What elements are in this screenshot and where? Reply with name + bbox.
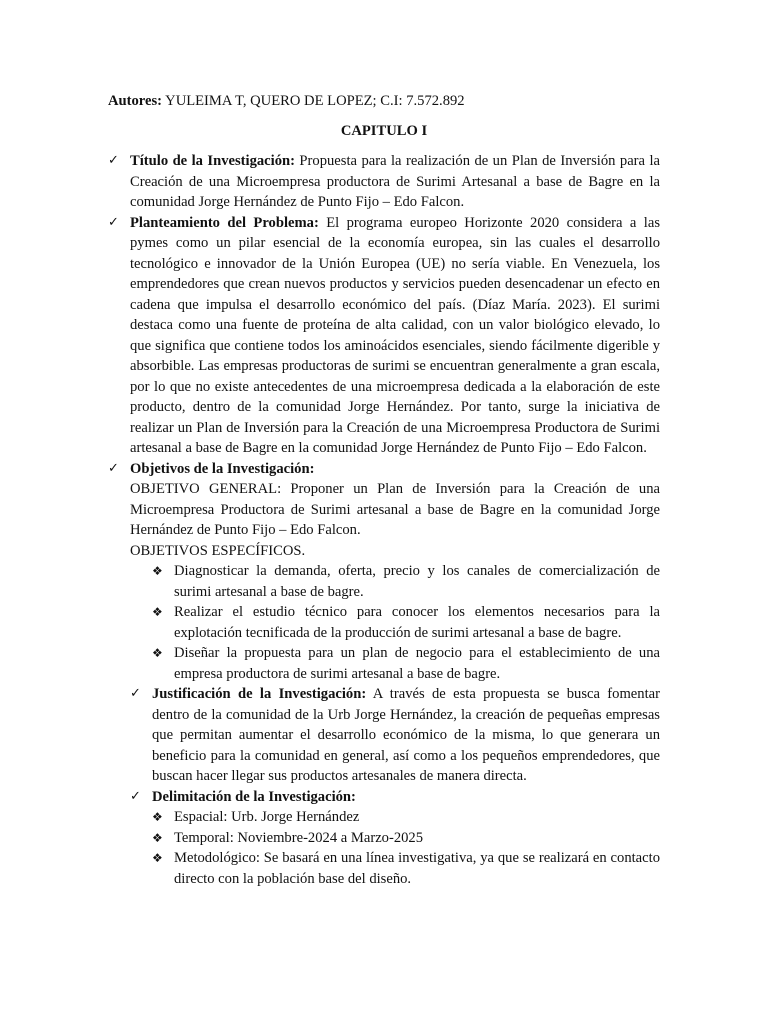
authors-value: YULEIMA T, QUERO DE LOPEZ; C.I: 7.572.892 <box>162 93 465 109</box>
check-icon: ✓ <box>130 788 141 804</box>
objetivos-label: Objetivos de la Investigación: <box>130 460 315 477</box>
check-icon: ✓ <box>130 686 141 701</box>
objetivo-especifico-item: ❖ Diseñar la propuesta para un plan de negocio para el establecimiento de una empresa productora de surimi artesanal a base de bagre. <box>152 645 660 682</box>
section-delimitacion <box>130 787 660 808</box>
planteamiento-label: Planteamiento del Problema: <box>130 214 319 231</box>
delimitacion-item: ❖ Temporal: Noviembre-2024 a Marzo-2025 <box>152 828 660 849</box>
justificacion-label: Justificación de la Investigación: <box>152 686 367 702</box>
check-icon: ✓ <box>108 153 119 168</box>
titulo-label: Título de la Investigación: <box>130 153 295 169</box>
diamond-bullet-icon: ❖ <box>152 564 163 578</box>
objetivo-especifico-item: ❖ Diagnosticar la demanda, oferta, precio y los canales de comercialización de surimi artesanal a base de bagre. <box>152 563 660 600</box>
objetivo-general: OBJETIVO GENERAL: Proponer un Plan de Inversión para la Creación de una Microempresa Productora de Surimi artesanal a base de Bagre en la comunidad Jorge Hernández de Punto Fijo – Edo Falcon. <box>130 481 660 538</box>
diamond-bullet-icon: ❖ <box>152 851 163 865</box>
authors-label: Autores: <box>108 93 163 109</box>
section-planteamiento <box>108 213 660 459</box>
titulo-text: Propuesta para la realización de un Plan de Inversión para la Creación de una Microempresa productora de Surimi Artesanal a base de Bagre en la comunidad Jorge Hernández de Punto Fijo – Edo Falcon. <box>130 153 660 210</box>
diamond-bullet-icon: ❖ <box>152 830 163 845</box>
section-objetivos <box>108 459 660 480</box>
objetivo-especifico-item: ❖ Realizar el estudio técnico para conocer los elementos necesarios para la explotación tecnificada de la producción de surimi artesanal a base de bagre. <box>152 604 660 641</box>
authors-line <box>108 91 465 112</box>
diamond-bullet-icon: ❖ <box>152 646 163 660</box>
section-justificacion <box>130 684 660 787</box>
diamond-bullet-icon: ❖ <box>152 810 163 824</box>
objetivos-especificos-label: OBJETIVOS ESPECÍFICOS. <box>130 542 306 559</box>
check-icon: ✓ <box>108 460 119 476</box>
check-icon: ✓ <box>108 214 119 230</box>
delimitacion-label: Delimitación de la Investigación: <box>152 788 356 805</box>
chapter-title: CAPITULO I <box>340 123 428 139</box>
diamond-bullet-icon: ❖ <box>152 605 163 619</box>
delimitacion-item: ❖ Espacial: Urb. Jorge Hernández <box>152 807 660 828</box>
delimitacion-item: ❖ Metodológico: Se basará en una línea investigativa, ya que se realizará en contacto directo con la población base del diseño. <box>152 850 660 887</box>
section-titulo <box>108 151 660 213</box>
document-body <box>108 151 660 889</box>
planteamiento-text: El programa europeo Horizonte 2020 considera a las pymes como un pilar esencial de la economía europea, sin las cuales el desarrollo tecnológico e innovador de la Unión Europea (UE) no sería viable. En Venezuela, los emprendedores que crean nuevos productos y servicios pueden desencadenar un efecto en cadena que impulsa el desarrollo económico del país. (Díaz María. 2023). El surimi destaca como una fuente de proteína de alta calidad, con un valor biológico elevado, lo que significa que contiene todos los aminoácidos esenciales, siendo fácilmente digerible y absorbible. Las empresas productoras de surimi se encuentran generalmente a gran escala, por lo que no existe antecedentes de una microempresa dedicada a la elaboración de este producto, dentro de la comunidad Jorge Hernández. Por tanto, surge la iniciativa de realizar un Plan de Inversión para la Creación de una Microempresa Productora de Surimi artesanal a base de Bagre en la comunidad Jorge Hernández de Punto Fijo – Edo Falcon. <box>130 214 660 456</box>
justificacion-text: A través de esta propuesta se busca fomentar dentro de la comunidad de la Urb Jorge Hernández, la creación de pequeñas empresas que permitan aumentar el desarrollo económico de la misma, lo que generara un beneficio para la comunidad en general, así como a los pequeños emprendedores, que buscan hacer llegar sus productos artesanales de manera directa. <box>152 686 660 784</box>
